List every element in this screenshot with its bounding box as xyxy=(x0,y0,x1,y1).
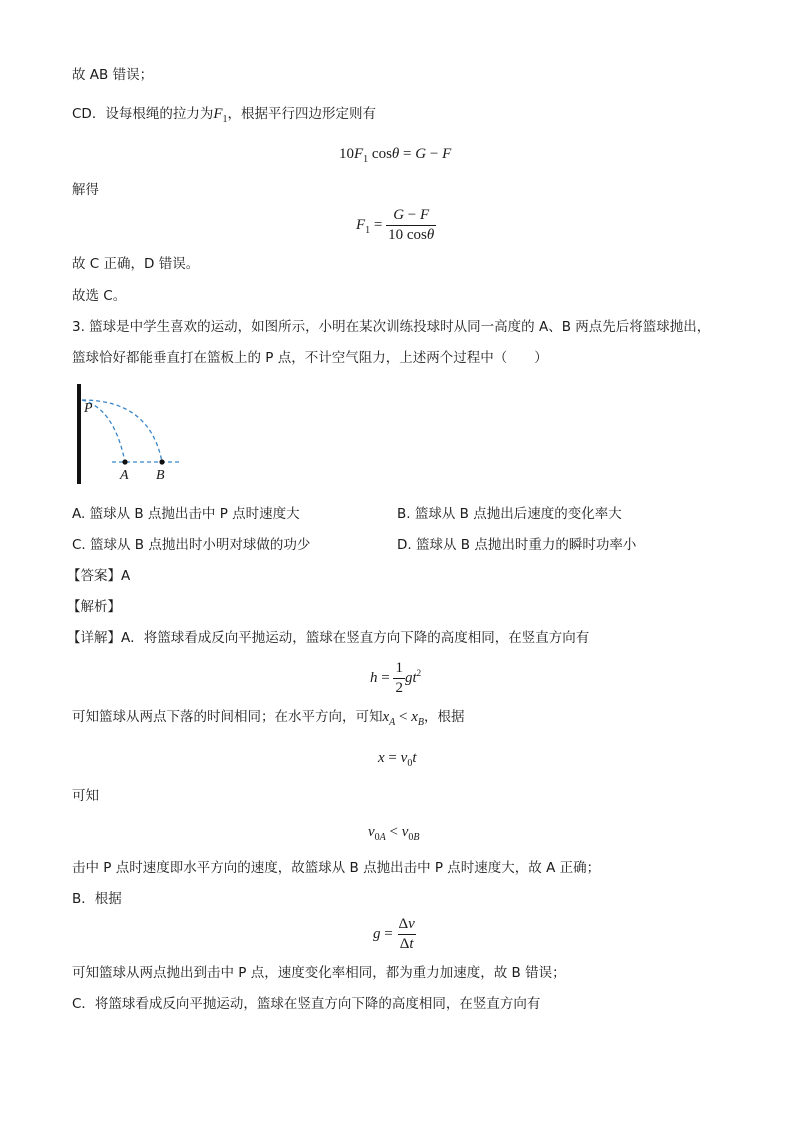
point-b xyxy=(159,459,164,464)
text-line: B．根据 xyxy=(72,891,122,907)
equation-height: h = $\frac{1}{2}$ $gt^2$ xyxy=(370,660,422,696)
label-b: B xyxy=(156,468,165,483)
text-line: 故 C 正确，D 错误。 xyxy=(72,256,200,272)
label-p: P xyxy=(84,401,93,416)
analysis-label: 【解析】 xyxy=(67,599,121,615)
equation-tension: $10F_1$ cosθ = G − F xyxy=(339,146,452,165)
text-line: 故 AB 错误； xyxy=(72,67,154,83)
equation-v0: $v_{0A} < v_{0B}$ xyxy=(368,824,420,843)
option-b: B. 篮球从 B 点抛出后速度的变化率大 xyxy=(397,506,622,522)
text-line: 可知 xyxy=(72,788,99,804)
formula-f1-inline: $F_1$ xyxy=(213,106,228,125)
option-c: C. 篮球从 B 点抛出时小明对球做的功少 xyxy=(72,537,311,553)
basketball-diagram xyxy=(70,378,190,488)
detail-line: 【详解】A．将篮球看成反向平抛运动，篮球在竖直方向下降的高度相同，在竖直方向有 xyxy=(67,630,590,646)
text-line: 可知篮球从两点抛出到击中 P 点，速度变化率相同，都为重力加速度，故 B 错误； xyxy=(72,965,566,981)
text-line: C．将篮球看成反向平抛运动，篮球在竖直方向下降的高度相同，在竖直方向有 xyxy=(72,996,541,1012)
option-a: A. 篮球从 B 点抛出击中 P 点时速度大 xyxy=(72,506,300,522)
equation-g: g = $\frac{\Delta v}{\Delta t}$ xyxy=(373,916,415,952)
text-line: 解得 xyxy=(72,182,99,198)
text-line: 击中 P 点时速度即水平方向的速度，故篮球从 B 点抛出击中 P 点时速度大，故 A 正确； xyxy=(72,860,601,876)
text-line-horizontal: 可知篮球从两点下落的时间相同；在水平方向，可知$x_A < x_B$，根据 xyxy=(72,709,465,728)
option-d: D. 篮球从 B 点抛出时重力的瞬时功率小 xyxy=(397,537,637,553)
equation-f1-solution: $F_1$ = $\frac{G - F}{10 \cos\theta}$ xyxy=(356,207,435,243)
answer-label: 【答案】A xyxy=(67,568,131,584)
equation-x: $x = v_0t$ xyxy=(378,750,417,769)
formula-xa-lt-xb: $x_A < x_B$ xyxy=(382,709,425,728)
trajectory-b xyxy=(82,400,162,462)
question-3-line-2: 篮球恰好都能垂直打在篮板上的 P 点，不计空气阻力，上述两个过程中（ ） xyxy=(72,350,548,366)
question-3-line-1: 3. 篮球是中学生喜欢的运动，如图所示，小明在某次训练投球时从同一高度的 A、B 两点先后将篮球抛出， xyxy=(72,319,711,335)
text-line-cd: CD．设每根绳的拉力为$F_1$，根据平行四边形定则有 xyxy=(72,106,376,125)
text-line: 故选 C。 xyxy=(72,288,127,304)
label-a: A xyxy=(120,468,129,483)
point-a xyxy=(122,459,127,464)
